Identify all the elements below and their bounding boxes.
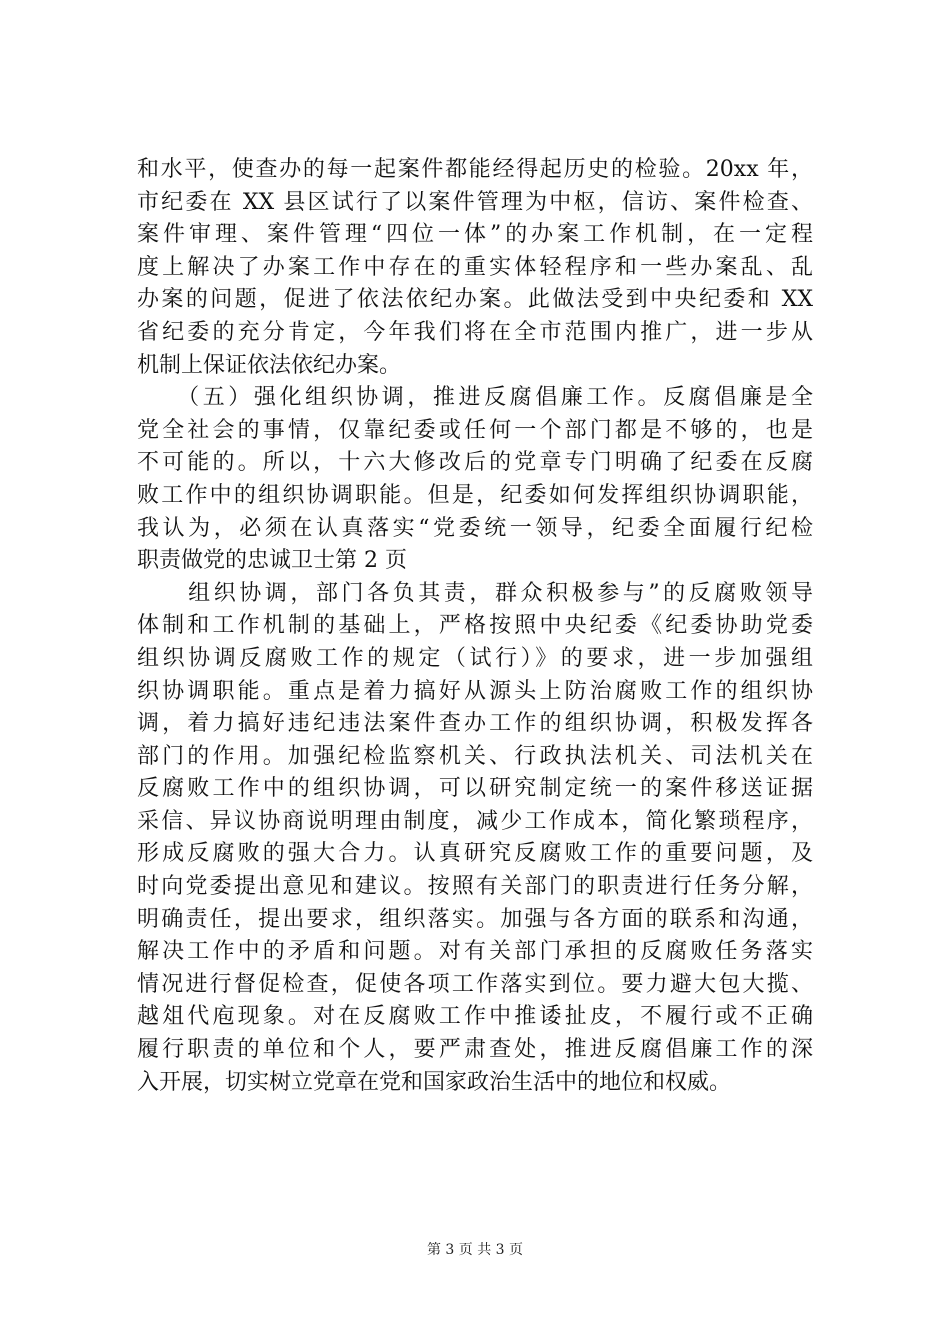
page-footer: 第 3 页 共 3 页: [426, 1242, 524, 1258]
text-line: 时向党委提出意见和建议。按照有关部门的职责进行任务分解，: [137, 874, 813, 900]
text-line: 办案的问题，促进了依法依纪办案。此做法受到中央纪委和 XX: [137, 287, 813, 313]
text-line: 和水平，使查办的每一起案件都能经得起历史的检验。20xx 年，: [137, 157, 813, 182]
text-line: 党全社会的事情，仅靠纪委或任何一个部门都是不够的，也是: [137, 417, 813, 443]
text-line: 情况进行督促检查，促使各项工作落实到位。要力避大包大揽、: [137, 971, 813, 997]
text-line: 调，着力搞好违纪违法案件查办工作的组织协调，积极发挥各: [137, 711, 813, 737]
text-line: 解决工作中的矛盾和问题。对有关部门承担的反腐败任务落实: [137, 939, 813, 965]
text-line: 职责做党的忠诚卫士第 2 页: [137, 548, 407, 574]
text-line: 市纪委在 XX 县区试行了以案件管理为中枢，信访、案件检查、: [137, 189, 813, 215]
text-line: 体制和工作机制的基础上，严格按照中央纪委《纪委协助党委: [137, 613, 813, 639]
text-line: 入开展，切实树立党章在党和国家政治生活中的地位和权威。: [137, 1069, 732, 1095]
text-line: 组织协调反腐败工作的规定（试行）》的要求，进一步加强组: [137, 645, 813, 671]
text-line: 织协调职能。重点是着力搞好从源头上防治腐败工作的组织协: [137, 678, 813, 704]
text-line: 败工作中的组织协调职能。但是，纪委如何发挥组织协调职能，: [137, 482, 813, 508]
text-line: 案件审理、案件管理“四位一体”的办案工作机制，在一定程: [137, 222, 813, 248]
text-line: 省纪委的充分肯定，今年我们将在全市范围内推广，进一步从: [137, 319, 813, 345]
text-line: 越俎代庖现象。对在反腐败工作中推诿扯皮，不履行或不正确: [137, 1004, 813, 1030]
text-line: 机制上保证依法依纪办案。: [137, 352, 402, 378]
text-line: （五）强化组织协调，推进反腐倡廉工作。反腐倡廉是全: [137, 385, 813, 411]
text-line: 明确责任，提出要求，组织落实。加强与各方面的联系和沟通，: [137, 906, 813, 932]
text-line: 部门的作用。加强纪检监察机关、行政执法机关、司法机关在: [137, 743, 813, 769]
text-line: 反腐败工作中的组织协调，可以研究制定统一的案件移送证据: [137, 776, 813, 802]
text-line: 不可能的。所以，十六大修改后的党章专门明确了纪委在反腐: [137, 450, 813, 476]
text-line: 履行职责的单位和个人，要严肃查处，推进反腐倡廉工作的深: [137, 1037, 813, 1063]
text-line: 度上解决了办案工作中存在的重实体轻程序和一些办案乱、乱: [137, 254, 813, 280]
text-line: 采信、异议协商说明理由制度，减少工作成本，简化繁琐程序，: [137, 808, 813, 834]
text-line: 我认为，必须在认真落实“党委统一领导，纪委全面履行纪检: [137, 515, 813, 541]
body-text: [137, 154, 813, 1099]
text-line: 形成反腐败的强大合力。认真研究反腐败工作的重要问题，及: [137, 841, 813, 867]
text-line: 组织协调，部门各负其责，群众积极参与”的反腐败领导: [137, 580, 813, 606]
